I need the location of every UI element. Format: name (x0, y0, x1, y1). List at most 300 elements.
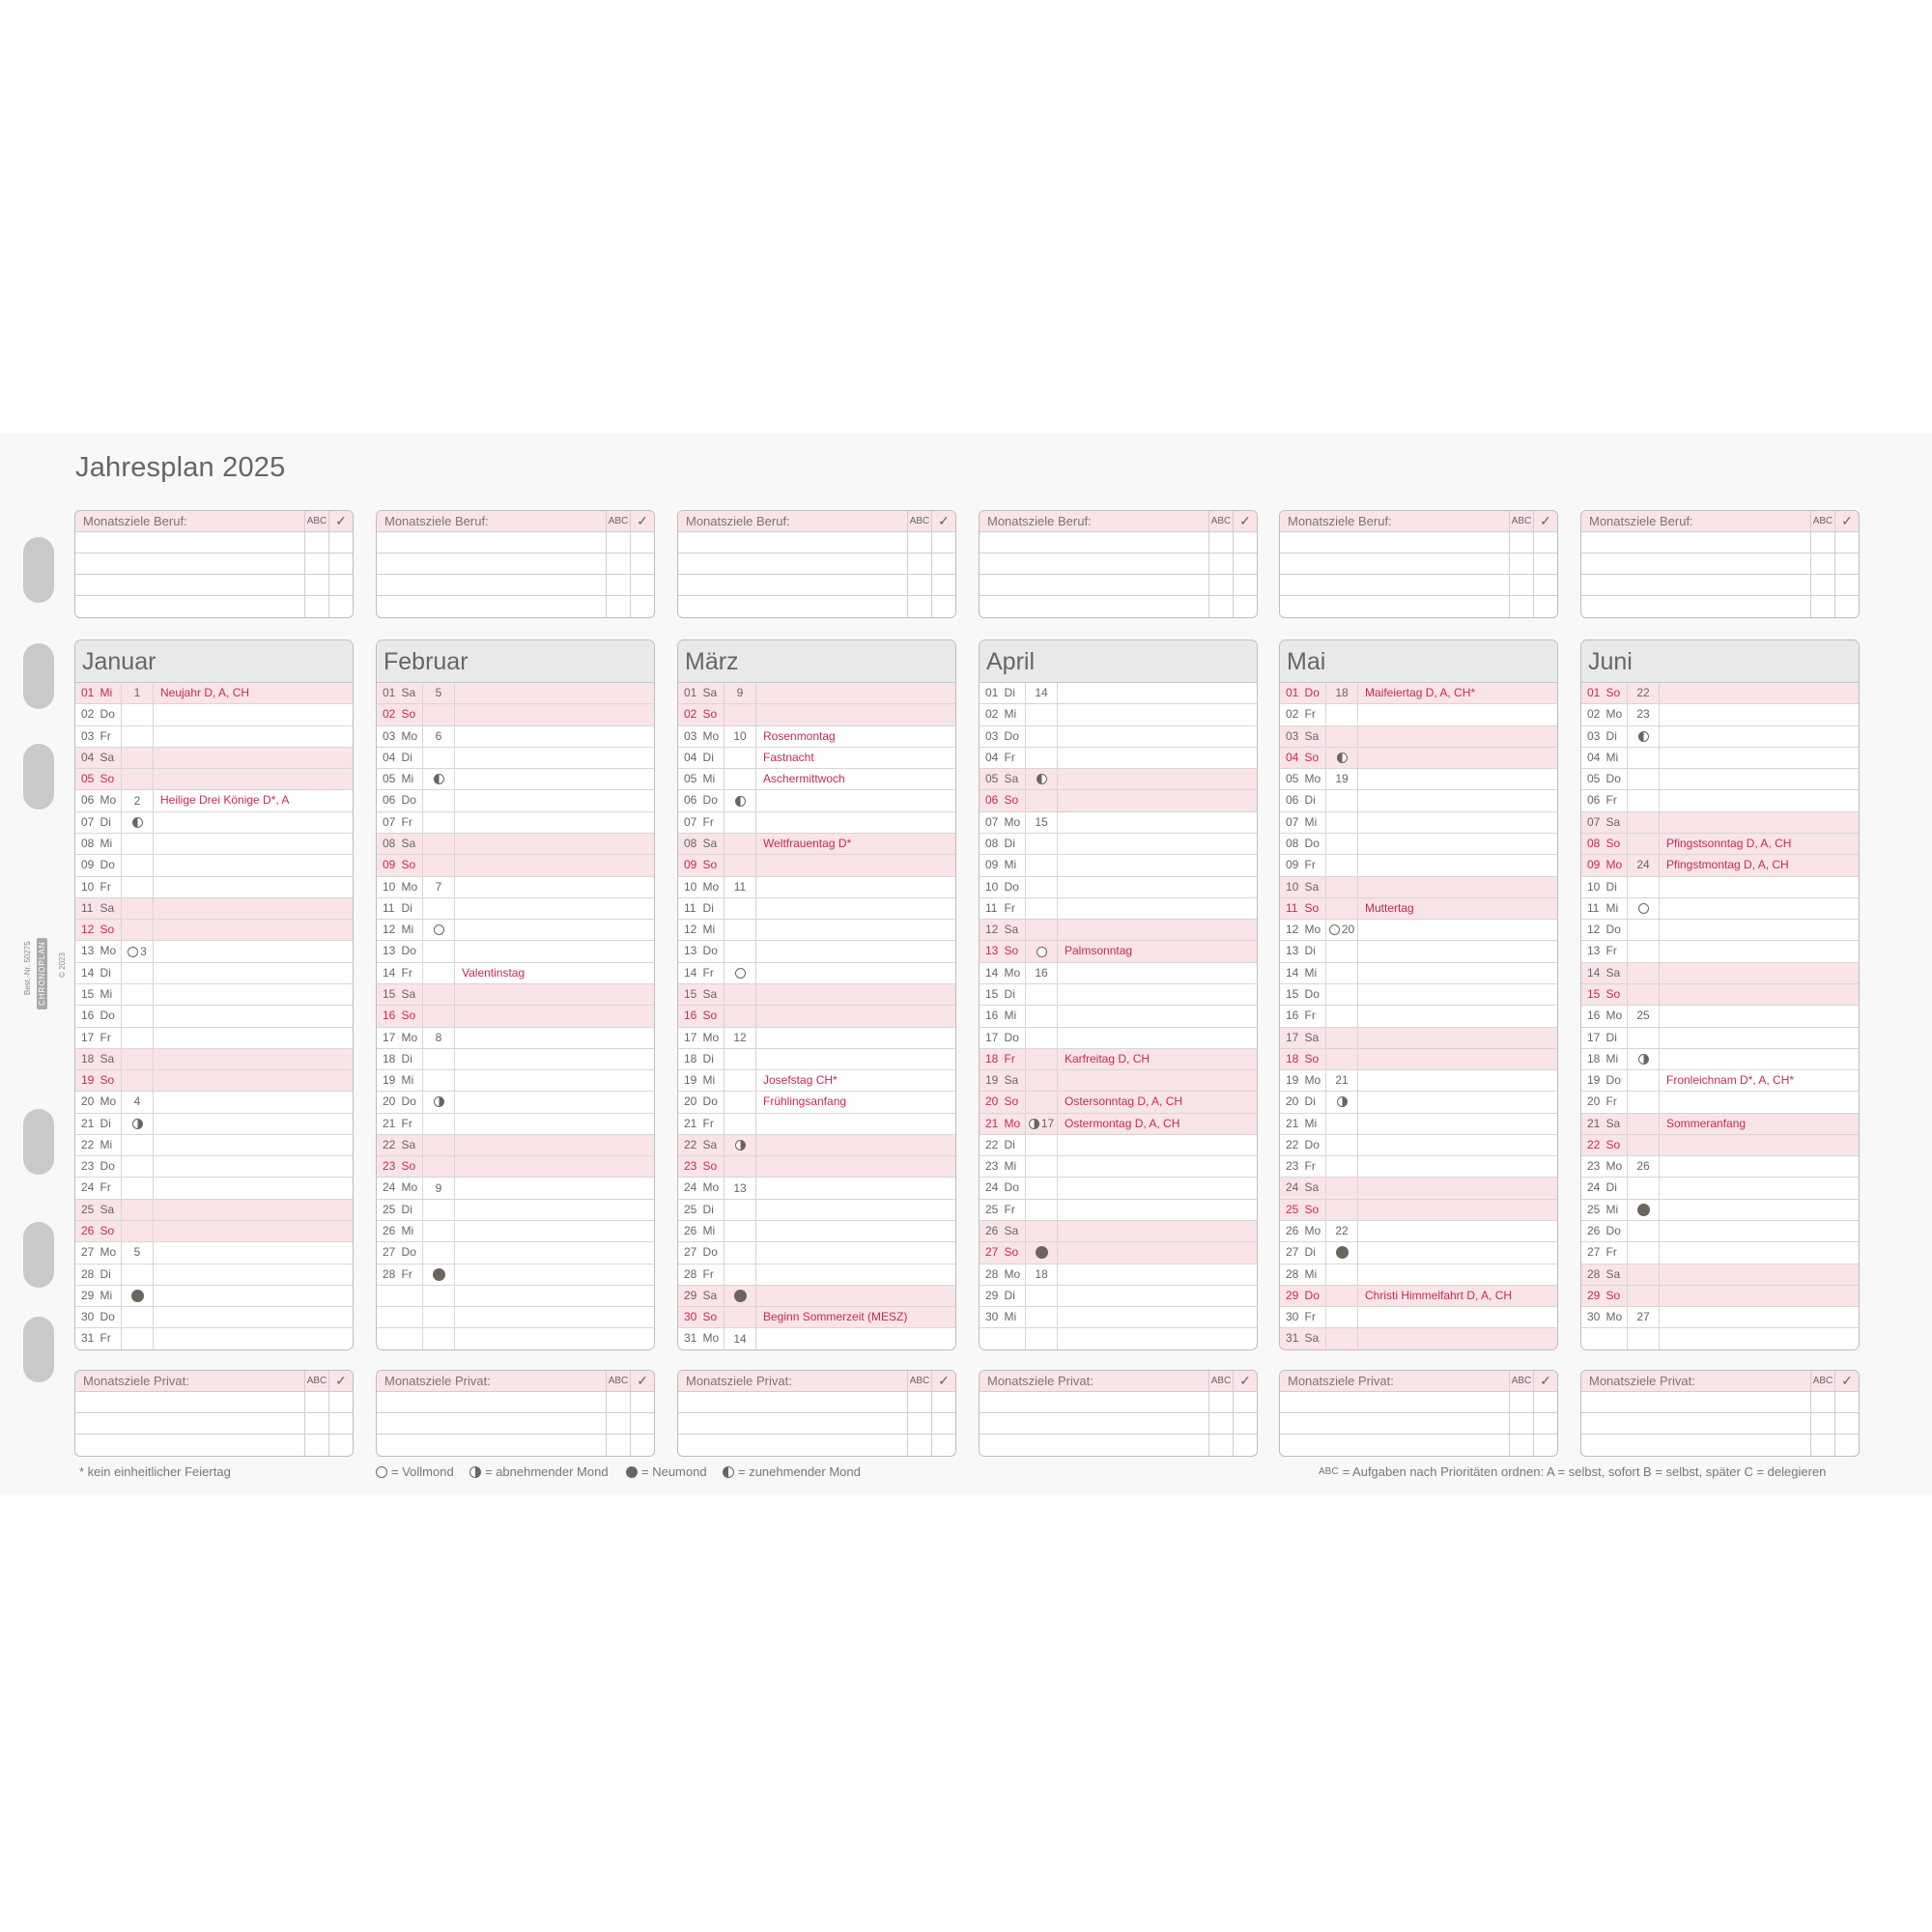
done-checkbox[interactable] (932, 554, 955, 574)
day-row[interactable] (1581, 769, 1859, 790)
day-note[interactable] (1358, 812, 1557, 833)
priority-cell[interactable] (1510, 1435, 1534, 1456)
goals-private-input[interactable] (377, 1413, 607, 1434)
priority-cell[interactable] (1209, 575, 1234, 595)
day-note[interactable] (756, 1028, 955, 1048)
day-row[interactable] (1581, 812, 1859, 834)
day-note[interactable] (455, 1328, 654, 1349)
day-note[interactable] (1058, 1178, 1257, 1198)
day-note[interactable] (154, 1049, 353, 1069)
day-note[interactable] (1358, 1221, 1557, 1241)
day-note[interactable] (1358, 1264, 1557, 1285)
day-row[interactable] (980, 1307, 1257, 1328)
goals-career-input[interactable] (1581, 532, 1811, 553)
day-row[interactable] (377, 1178, 654, 1199)
goals-career-line[interactable] (75, 596, 353, 617)
done-checkbox[interactable] (1534, 575, 1557, 595)
day-note[interactable] (1660, 726, 1859, 747)
day-note[interactable] (1358, 1114, 1557, 1134)
day-row[interactable] (1581, 1006, 1859, 1027)
day-note[interactable] (154, 834, 353, 854)
day-row[interactable] (75, 1092, 353, 1113)
day-row[interactable] (1280, 1028, 1557, 1049)
day-row[interactable] (1581, 984, 1859, 1006)
goals-career-input[interactable] (75, 596, 305, 617)
day-row[interactable] (1581, 1242, 1859, 1264)
goals-private-input[interactable] (377, 1392, 607, 1412)
day-row[interactable] (75, 1049, 353, 1070)
day-note[interactable] (756, 877, 955, 897)
day-note[interactable] (1058, 984, 1257, 1005)
day-row[interactable] (1280, 704, 1557, 725)
day-row[interactable] (980, 683, 1257, 704)
goals-private-line[interactable] (75, 1413, 353, 1435)
day-note[interactable] (1660, 1221, 1859, 1241)
done-checkbox[interactable] (1234, 596, 1257, 617)
done-checkbox[interactable] (932, 575, 955, 595)
priority-cell[interactable] (1510, 575, 1534, 595)
day-note[interactable] (154, 1264, 353, 1285)
day-row[interactable] (1280, 855, 1557, 876)
day-note[interactable] (455, 1006, 654, 1026)
day-row[interactable] (377, 1221, 654, 1242)
goals-private-line[interactable] (1280, 1392, 1557, 1413)
day-note[interactable] (455, 1156, 654, 1177)
priority-cell[interactable] (1510, 596, 1534, 617)
done-checkbox[interactable] (1835, 532, 1859, 553)
done-checkbox[interactable] (1534, 532, 1557, 553)
goals-career-input[interactable] (377, 554, 607, 574)
day-note[interactable]: Sommeranfang (1666, 1116, 1747, 1130)
day-row[interactable] (678, 1286, 955, 1307)
day-row[interactable] (377, 1092, 654, 1113)
priority-cell[interactable] (1811, 1392, 1835, 1412)
day-row[interactable] (1581, 1328, 1859, 1350)
day-note[interactable] (756, 1286, 955, 1306)
goals-private-line[interactable] (980, 1392, 1257, 1413)
day-note[interactable] (1660, 1328, 1859, 1349)
day-row[interactable] (75, 1307, 353, 1328)
priority-cell[interactable] (607, 1413, 631, 1434)
done-checkbox[interactable] (1835, 1413, 1859, 1434)
day-note[interactable] (1058, 1264, 1257, 1285)
day-row[interactable] (377, 1135, 654, 1156)
done-checkbox[interactable] (1234, 532, 1257, 553)
day-note[interactable] (154, 1328, 353, 1349)
day-row[interactable] (377, 1156, 654, 1178)
day-row[interactable] (1280, 1049, 1557, 1070)
goals-private-input[interactable] (1280, 1435, 1510, 1456)
priority-cell[interactable] (1209, 1392, 1234, 1412)
day-note[interactable] (154, 1028, 353, 1048)
priority-cell[interactable] (1811, 1435, 1835, 1456)
day-row[interactable] (980, 769, 1257, 790)
goals-career-line[interactable] (1280, 554, 1557, 575)
day-row[interactable] (1581, 1070, 1859, 1092)
done-checkbox[interactable] (1835, 554, 1859, 574)
day-row[interactable] (377, 920, 654, 941)
day-row[interactable] (75, 855, 353, 876)
day-note[interactable] (1660, 1028, 1859, 1048)
day-row[interactable] (1280, 812, 1557, 834)
day-row[interactable] (1581, 920, 1859, 941)
day-note[interactable] (756, 683, 955, 703)
goals-career-input[interactable] (1280, 554, 1510, 574)
goals-career-input[interactable] (980, 575, 1209, 595)
day-row[interactable] (1280, 769, 1557, 790)
goals-private-line[interactable] (980, 1435, 1257, 1456)
goals-career-input[interactable] (980, 596, 1209, 617)
done-checkbox[interactable] (1534, 1392, 1557, 1412)
goals-career-line[interactable] (1581, 532, 1859, 554)
day-row[interactable] (678, 726, 955, 748)
day-note[interactable] (756, 1200, 955, 1220)
day-row[interactable] (1581, 1286, 1859, 1307)
day-row[interactable] (377, 963, 654, 984)
goals-private-input[interactable] (678, 1435, 908, 1456)
day-row[interactable] (1280, 984, 1557, 1006)
day-row[interactable] (75, 898, 353, 920)
day-row[interactable] (678, 1178, 955, 1199)
day-note[interactable] (1660, 898, 1859, 919)
day-row[interactable] (75, 963, 353, 984)
goals-career-line[interactable] (377, 575, 654, 596)
day-note[interactable] (154, 1178, 353, 1198)
goals-career-input[interactable] (75, 532, 305, 553)
day-row[interactable] (75, 1006, 353, 1027)
goals-private-input[interactable] (75, 1435, 305, 1456)
day-row[interactable] (678, 1221, 955, 1242)
day-row[interactable] (75, 984, 353, 1006)
day-row[interactable] (75, 1114, 353, 1135)
priority-cell[interactable] (1209, 532, 1234, 553)
day-row[interactable] (1581, 963, 1859, 984)
priority-cell[interactable] (1811, 1413, 1835, 1434)
done-checkbox[interactable] (1534, 596, 1557, 617)
goals-career-line[interactable] (980, 532, 1257, 554)
day-row[interactable] (75, 1264, 353, 1286)
day-row[interactable] (1280, 1200, 1557, 1221)
day-note[interactable] (455, 834, 654, 854)
priority-cell[interactable] (305, 1413, 329, 1434)
day-note[interactable] (455, 941, 654, 961)
day-note[interactable] (455, 748, 654, 768)
day-row[interactable] (377, 1242, 654, 1264)
done-checkbox[interactable] (631, 554, 654, 574)
goals-private-line[interactable] (678, 1413, 955, 1435)
day-row[interactable] (1581, 790, 1859, 811)
priority-cell[interactable] (607, 1392, 631, 1412)
day-note[interactable] (1358, 790, 1557, 810)
day-note[interactable] (154, 1200, 353, 1220)
goals-career-line[interactable] (678, 554, 955, 575)
day-note[interactable]: Frühlingsanfang (763, 1094, 847, 1109)
day-note[interactable] (455, 1178, 654, 1198)
goals-private-input[interactable] (1581, 1413, 1811, 1434)
day-note[interactable] (1660, 1286, 1859, 1306)
day-note[interactable] (756, 1114, 955, 1134)
day-row[interactable] (75, 726, 353, 748)
goals-career-input[interactable] (75, 575, 305, 595)
day-row[interactable] (678, 1200, 955, 1221)
day-note[interactable] (1058, 769, 1257, 789)
day-note[interactable]: Beginn Sommerzeit (MESZ) (763, 1310, 908, 1324)
goals-career-input[interactable] (678, 532, 908, 553)
day-note[interactable] (756, 1328, 955, 1349)
goals-private-line[interactable] (75, 1392, 353, 1413)
goals-career-input[interactable] (980, 532, 1209, 553)
day-row[interactable] (377, 704, 654, 725)
day-note[interactable]: Weltfrauentag D* (763, 836, 852, 850)
day-note[interactable] (455, 683, 654, 703)
day-note[interactable] (1660, 1156, 1859, 1177)
day-row[interactable] (75, 1286, 353, 1307)
day-note[interactable] (154, 1221, 353, 1241)
day-row[interactable] (75, 769, 353, 790)
day-row[interactable] (75, 790, 353, 811)
day-row[interactable] (1280, 1006, 1557, 1027)
priority-cell[interactable] (1510, 1413, 1534, 1434)
goals-private-input[interactable] (980, 1413, 1209, 1434)
goals-private-line[interactable] (980, 1413, 1257, 1435)
goals-career-input[interactable] (1581, 596, 1811, 617)
done-checkbox[interactable] (1234, 575, 1257, 595)
day-row[interactable] (1581, 1178, 1859, 1199)
day-note[interactable] (1358, 1242, 1557, 1263)
goals-career-line[interactable] (1280, 575, 1557, 596)
priority-cell[interactable] (908, 1435, 932, 1456)
goals-career-line[interactable] (75, 532, 353, 554)
day-row[interactable] (377, 855, 654, 876)
day-note[interactable] (1058, 1200, 1257, 1220)
done-checkbox[interactable] (932, 1392, 955, 1412)
day-row[interactable] (75, 1221, 353, 1242)
priority-cell[interactable] (1209, 596, 1234, 617)
goals-private-line[interactable] (678, 1435, 955, 1456)
day-note[interactable] (154, 920, 353, 940)
goals-career-line[interactable] (1280, 596, 1557, 617)
day-note[interactable]: Heilige Drei Könige D*, A (160, 793, 290, 808)
goals-career-line[interactable] (980, 596, 1257, 617)
day-row[interactable] (980, 1135, 1257, 1156)
day-note[interactable] (1660, 984, 1859, 1005)
day-row[interactable] (980, 855, 1257, 876)
day-row[interactable] (1280, 834, 1557, 855)
done-checkbox[interactable] (1835, 575, 1859, 595)
done-checkbox[interactable] (1534, 554, 1557, 574)
day-row[interactable] (678, 1156, 955, 1178)
day-note[interactable] (1358, 1178, 1557, 1198)
goals-career-input[interactable] (1280, 575, 1510, 595)
day-row[interactable] (1581, 748, 1859, 769)
day-note[interactable] (1058, 834, 1257, 854)
goals-private-input[interactable] (678, 1413, 908, 1434)
day-row[interactable] (1581, 1264, 1859, 1286)
day-note[interactable] (756, 1049, 955, 1069)
day-row[interactable] (377, 1286, 654, 1307)
day-note[interactable] (1058, 812, 1257, 833)
day-note[interactable] (1358, 963, 1557, 983)
day-row[interactable] (980, 834, 1257, 855)
day-note[interactable] (154, 984, 353, 1005)
day-note[interactable]: Fastnacht (763, 750, 814, 764)
done-checkbox[interactable] (1234, 1392, 1257, 1412)
day-row[interactable] (678, 790, 955, 811)
day-row[interactable] (980, 1328, 1257, 1350)
day-row[interactable] (75, 1135, 353, 1156)
day-note[interactable]: Ostermontag D, A, CH (1065, 1116, 1180, 1130)
priority-cell[interactable] (908, 575, 932, 595)
priority-cell[interactable] (1811, 532, 1835, 553)
goals-private-line[interactable] (1581, 1392, 1859, 1413)
day-row[interactable] (1280, 1307, 1557, 1328)
day-row[interactable] (75, 1328, 353, 1350)
done-checkbox[interactable] (631, 1392, 654, 1412)
priority-cell[interactable] (607, 1435, 631, 1456)
done-checkbox[interactable] (329, 1392, 353, 1412)
day-note[interactable] (1358, 769, 1557, 789)
priority-cell[interactable] (1510, 554, 1534, 574)
priority-cell[interactable] (1209, 1413, 1234, 1434)
day-row[interactable] (980, 1070, 1257, 1092)
goals-career-line[interactable] (377, 532, 654, 554)
day-note[interactable] (154, 812, 353, 833)
goals-private-line[interactable] (1280, 1435, 1557, 1456)
done-checkbox[interactable] (329, 532, 353, 553)
day-note[interactable] (455, 1114, 654, 1134)
priority-cell[interactable] (607, 596, 631, 617)
priority-cell[interactable] (1811, 575, 1835, 595)
day-row[interactable] (1581, 1221, 1859, 1242)
priority-cell[interactable] (1510, 532, 1534, 553)
day-row[interactable] (678, 769, 955, 790)
goals-career-input[interactable] (1280, 596, 1510, 617)
day-row[interactable] (1280, 941, 1557, 962)
day-note[interactable]: Pfingstmontag D, A, CH (1666, 858, 1789, 872)
day-row[interactable] (1280, 1328, 1557, 1350)
day-note[interactable]: Karfreitag D, CH (1065, 1051, 1151, 1065)
day-note[interactable] (1358, 984, 1557, 1005)
done-checkbox[interactable] (631, 532, 654, 553)
day-row[interactable] (377, 683, 654, 704)
done-checkbox[interactable] (1835, 1435, 1859, 1456)
goals-private-input[interactable] (678, 1392, 908, 1412)
day-row[interactable] (75, 1242, 353, 1264)
day-note[interactable] (154, 963, 353, 983)
day-row[interactable] (1581, 1200, 1859, 1221)
day-row[interactable] (980, 1221, 1257, 1242)
goals-private-input[interactable] (1280, 1392, 1510, 1412)
day-row[interactable] (678, 683, 955, 704)
goals-career-input[interactable] (1280, 532, 1510, 553)
done-checkbox[interactable] (1534, 1413, 1557, 1434)
day-row[interactable] (980, 941, 1257, 962)
day-note[interactable] (1058, 748, 1257, 768)
done-checkbox[interactable] (1234, 1413, 1257, 1434)
day-note[interactable] (756, 1135, 955, 1155)
day-row[interactable] (377, 748, 654, 769)
day-note[interactable]: Ostersonntag D, A, CH (1065, 1094, 1183, 1109)
day-note[interactable] (1058, 1307, 1257, 1327)
day-note[interactable] (1358, 941, 1557, 961)
day-note[interactable] (154, 898, 353, 919)
done-checkbox[interactable] (932, 596, 955, 617)
day-note[interactable] (1660, 704, 1859, 724)
day-row[interactable] (1581, 683, 1859, 704)
day-note[interactable] (1358, 1092, 1557, 1112)
done-checkbox[interactable] (329, 575, 353, 595)
done-checkbox[interactable] (1234, 554, 1257, 574)
day-note[interactable] (1058, 898, 1257, 919)
goals-private-line[interactable] (1280, 1413, 1557, 1435)
goals-private-line[interactable] (1581, 1413, 1859, 1435)
priority-cell[interactable] (1811, 554, 1835, 574)
day-note[interactable] (756, 1221, 955, 1241)
priority-cell[interactable] (1209, 1435, 1234, 1456)
day-row[interactable] (678, 1264, 955, 1286)
day-row[interactable] (1280, 898, 1557, 920)
day-note[interactable]: Josefstag CH* (763, 1073, 838, 1088)
day-note[interactable] (1660, 769, 1859, 789)
day-note[interactable] (1058, 683, 1257, 703)
goals-private-input[interactable] (1280, 1413, 1510, 1434)
day-row[interactable] (75, 748, 353, 769)
day-row[interactable] (678, 941, 955, 962)
goals-private-input[interactable] (980, 1435, 1209, 1456)
day-note[interactable] (1660, 1092, 1859, 1112)
day-note[interactable] (154, 1242, 353, 1263)
day-note[interactable] (1058, 1135, 1257, 1155)
day-note[interactable] (1058, 704, 1257, 724)
done-checkbox[interactable] (329, 554, 353, 574)
day-row[interactable] (980, 1178, 1257, 1199)
day-note[interactable] (756, 920, 955, 940)
day-row[interactable] (1581, 1156, 1859, 1178)
day-row[interactable] (980, 877, 1257, 898)
day-row[interactable] (377, 812, 654, 834)
day-note[interactable] (756, 984, 955, 1005)
day-row[interactable] (1280, 1264, 1557, 1286)
day-note[interactable] (1660, 683, 1859, 703)
priority-cell[interactable] (607, 554, 631, 574)
day-row[interactable] (377, 1049, 654, 1070)
day-row[interactable] (75, 920, 353, 941)
day-row[interactable] (377, 834, 654, 855)
day-row[interactable] (1581, 1049, 1859, 1070)
done-checkbox[interactable] (329, 596, 353, 617)
goals-career-input[interactable] (1581, 554, 1811, 574)
day-note[interactable] (1358, 1156, 1557, 1177)
goals-private-line[interactable] (377, 1413, 654, 1435)
day-row[interactable] (678, 1307, 955, 1328)
day-note[interactable] (455, 1092, 654, 1112)
priority-cell[interactable] (305, 532, 329, 553)
day-note[interactable]: Pfingstsonntag D, A, CH (1666, 836, 1792, 850)
day-row[interactable] (377, 898, 654, 920)
day-note[interactable] (1660, 1307, 1859, 1327)
day-note[interactable] (455, 1070, 654, 1091)
day-note[interactable] (455, 769, 654, 789)
day-note[interactable] (455, 1028, 654, 1048)
day-row[interactable] (678, 920, 955, 941)
day-row[interactable] (75, 1070, 353, 1092)
day-row[interactable] (980, 748, 1257, 769)
day-row[interactable] (1280, 1070, 1557, 1092)
day-row[interactable] (980, 1049, 1257, 1070)
day-row[interactable] (678, 812, 955, 834)
priority-cell[interactable] (305, 596, 329, 617)
day-row[interactable] (377, 726, 654, 748)
